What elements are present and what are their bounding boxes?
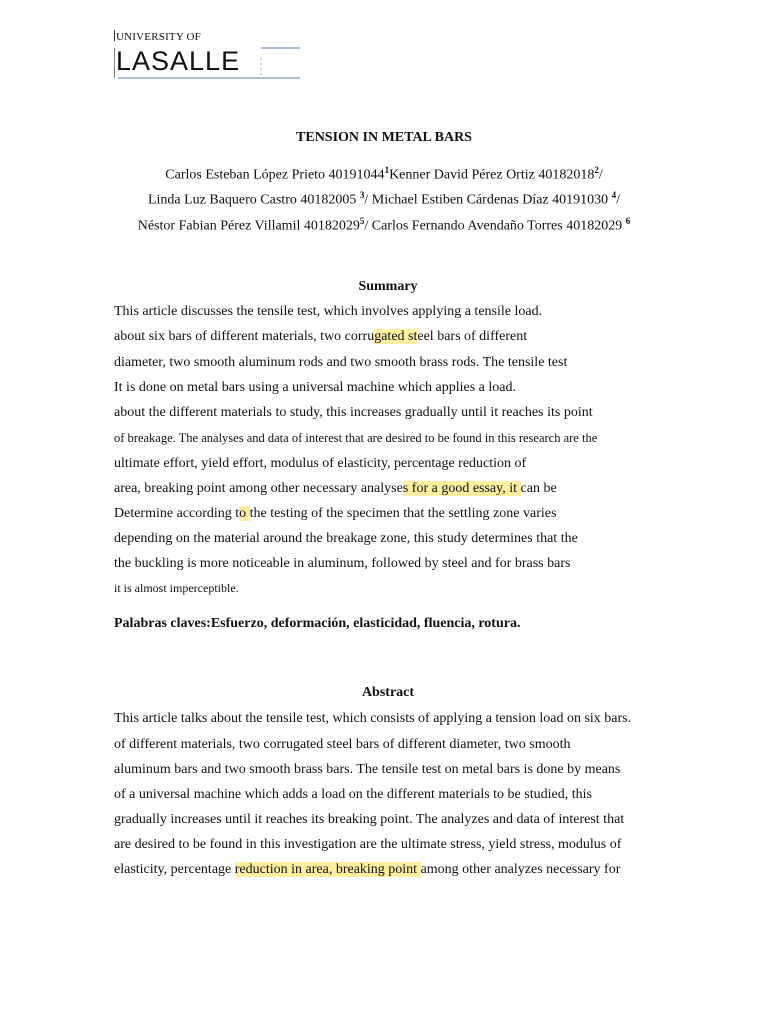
abstract-line: of different materials, two corrugated steel bars of different diameter, two smooth bbox=[114, 737, 571, 752]
university-logo bbox=[114, 28, 304, 84]
highlight: o bbox=[239, 506, 250, 521]
summary-line: about six bars of different materials, two corrugated steel bars of different bbox=[114, 329, 528, 344]
summary-line: of breakage. The analyses and data of interest that are desired to be found in this research are the bbox=[114, 431, 598, 445]
summary-line: it is almost imperceptible. bbox=[114, 581, 239, 595]
document-title: TENSION IN METAL BARS bbox=[296, 130, 472, 145]
abstract-line: are desired to be found in this investigation are the ultimate stress, yield stress, modulus of bbox=[114, 837, 622, 852]
author-line-2: Linda Luz Baquero Castro 40182005 $^3$/ Michael Estiben Cárdenas Díaz 40191030 $^4$/ bbox=[147, 190, 621, 208]
summary-line: about the different materials to study, this increases gradually until it reaches its point bbox=[114, 405, 593, 420]
summary-line: Determine according to the testing of the specimen that the settling zone varies bbox=[114, 506, 557, 521]
logo-decoration bbox=[114, 46, 302, 80]
summary-line: diameter, two smooth aluminum rods and two smooth brass rods. The tensile test bbox=[114, 355, 568, 370]
abstract-line: aluminum bars and two smooth brass bars. The tensile test on metal bars is done by means bbox=[114, 762, 621, 777]
highlight: s for a good essay, it bbox=[402, 481, 521, 496]
keywords: Palabras claves:Esfuerzo, deformación, elasticidad, fluencia, rotura. bbox=[114, 616, 521, 631]
abstract-line: of a universal machine which adds a load on the different materials to be studied, this bbox=[114, 787, 592, 802]
abstract-heading: Abstract bbox=[361, 685, 415, 700]
author-line-3: Néstor Fabian Pérez Villamil 40182029$^5$/ Carlos Fernando Avendaño Torres 40182029 $^6$ bbox=[137, 216, 631, 234]
summary-heading: Summary bbox=[358, 279, 418, 294]
author-line-1: Carlos Esteban López Prieto 40191044$^1$Kenner David Pérez Ortiz 40182018$^2$/ bbox=[165, 165, 603, 183]
logo-name: LASALLE bbox=[116, 46, 241, 76]
abstract-line: gradually increases until it reaches its breaking point. The analyzes and data of interest that bbox=[114, 812, 625, 827]
summary-line: depending on the material around the breakage zone, this study determines that the bbox=[114, 531, 578, 546]
summary-line: ultimate effort, yield effort, modulus of elasticity, percentage reduction of bbox=[114, 456, 527, 471]
highlight: reduction in area, breaking point bbox=[234, 862, 421, 877]
logo-top-text: UNIVERSITY OF bbox=[116, 31, 201, 43]
summary-line: This article discusses the tensile test, which involves applying a tensile load. bbox=[114, 304, 543, 319]
summary-line: area, breaking point among other necessary analyses for a good essay, it can be bbox=[114, 481, 557, 496]
abstract-line: This article talks about the tensile test, which consists of applying a tension load on six bars. bbox=[114, 711, 632, 726]
highlight: gated st bbox=[374, 329, 418, 344]
abstract-line: elasticity, percentage reduction in area, breaking point among other analyzes necessary for bbox=[114, 862, 621, 877]
summary-line: the buckling is more noticeable in aluminum, followed by steel and for brass bars bbox=[114, 556, 571, 571]
summary-line: It is done on metal bars using a universal machine which applies a load. bbox=[114, 380, 517, 395]
